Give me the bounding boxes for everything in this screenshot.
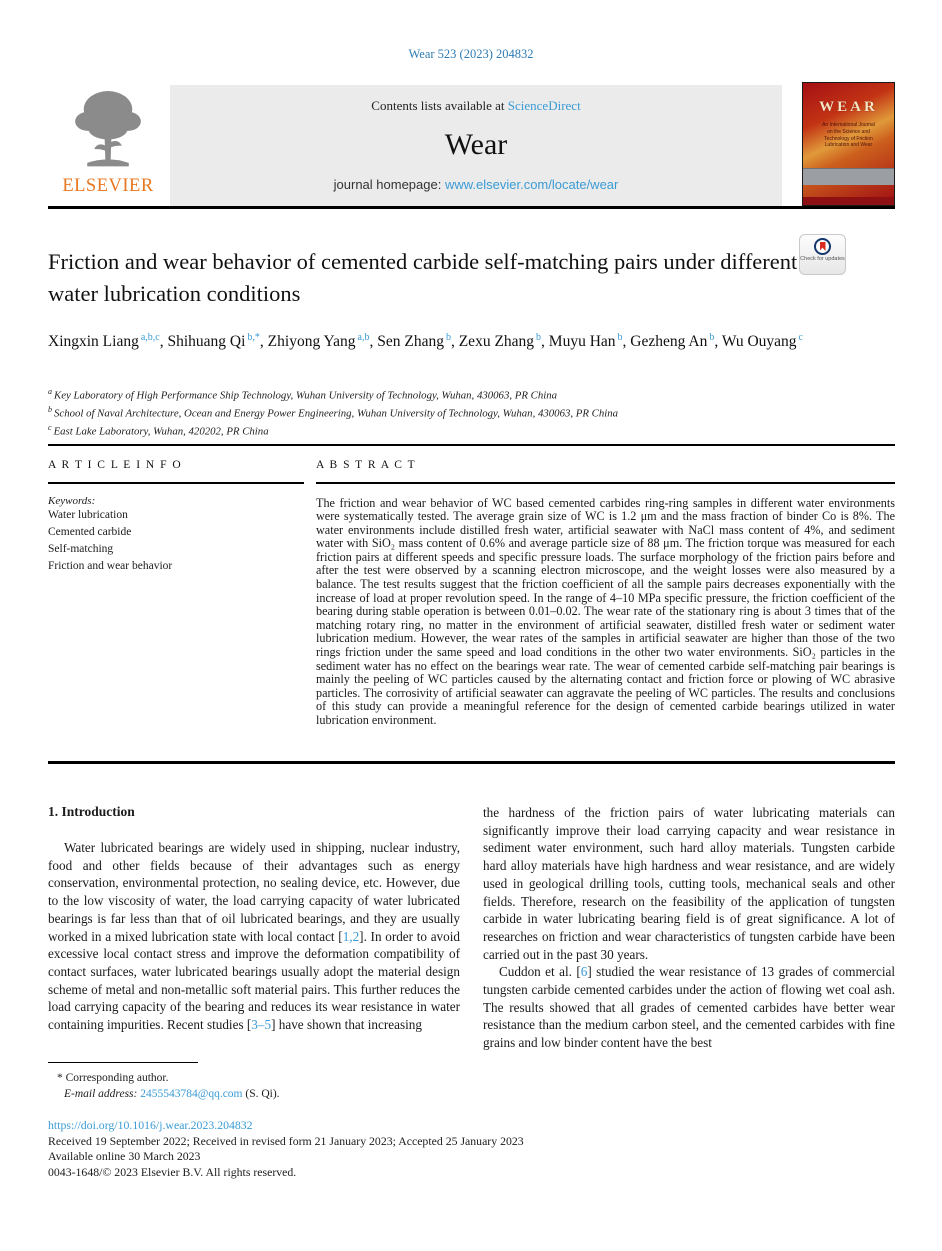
- elsevier-logo[interactable]: [50, 85, 166, 206]
- intro-column-right: [483, 804, 895, 1052]
- abstract-text: The friction and wear behavior of WC based cemented carbides ring-ring samples in different water environments were systematically tested. The average grain size of WC is 1.2 μm and the mass fraction of binder Co is 8%. The water environments include distilled fresh water, artificial seawater with NaCl mass content of 4%, and sediment water with SiO₂ mass content of 0.6% and average particle size of 88 μm. The friction torque was measured for each friction pairs at different speeds and specific pressure loads. The surface morphology of the friction pairs before and after the test were observed by a scanning electron microscope, and the weight losses were also measured by a balance. The test results suggest that the friction coefficient of all the sample pairs decreases exponentially with the increase of load at proper revolution speed. In the range of 4–10 MPa specific pressure, the friction coefficient of the bearing during stable operation is between 0.01–0.02. The wear rate of the stationary ring is about 3 times that of the matching rotary ring, no matter in the environment of artificial seawater, distilled fresh water or sediment water lubrication medium. However, the wear rates of the samples in artificial seawater are higher than those of the two rings friction under the same speed and load conditions in the other two water environments. SiO₂ particles in the sediment water has no effect on the bearings wear rate. The wear of cemented carbide self-matching pair bearings is mainly the peeling of WC particles caused by the alternating contact and friction force or plowing of WC abrasive particles. The corrosivity of artificial seawater can aggravate the peeling of WC particles. The results and conclusions of this study can provide a meaningful reference for the design of cemented carbide bearings utilized in water lubrication environment.: [316, 495, 895, 727]
- info-block-top-divider: [48, 444, 895, 446]
- citation-link[interactable]: 3–5: [251, 1017, 272, 1033]
- footnote-divider: [48, 1062, 198, 1063]
- elsevier-wordmark: ELSEVIER: [62, 176, 154, 196]
- author-affiliation-sup[interactable]: b: [445, 332, 451, 343]
- cover-bottom-band: [803, 197, 894, 205]
- author-name[interactable]: Sen Zhang: [377, 333, 444, 351]
- cover-gray-band: [803, 168, 894, 185]
- author-name[interactable]: Zexu Zhang: [458, 333, 535, 351]
- intro-text: ] studied the wear resistance of 13 grades of commercial tungsten carbide cemented carbides under the action of flowing wet coal ash. The results showed that all grades of cemented carbides have better wear resistance than the medium carbon steel, and the cemented carbides with fine grains and low binder content have the best: [483, 964, 895, 1051]
- author: [48, 333, 167, 350]
- corresponding-author-note: * Corresponding author.: [57, 1072, 169, 1084]
- homepage-line: [170, 177, 782, 192]
- journal-homepage-link[interactable]: www.elsevier.com/locate/wear: [444, 177, 619, 192]
- author-separator: ,: [541, 333, 549, 351]
- contents-prefix: Contents lists available at: [371, 98, 508, 113]
- author: [722, 333, 803, 350]
- author: [268, 333, 378, 350]
- crossmark-icon: [814, 238, 831, 255]
- affiliation-sup: a: [48, 387, 52, 396]
- citation-link[interactable]: 1,2: [342, 928, 360, 944]
- author-affiliation-sup[interactable]: c: [798, 332, 803, 343]
- author-name[interactable]: Wu Ouyang: [721, 333, 797, 351]
- author: [377, 333, 458, 350]
- cover-subtitle: An International Journal on the Science and Technology of Friction Lubrication and Wear: [822, 122, 875, 149]
- contents-line: [170, 98, 782, 114]
- article-info-section: [48, 459, 304, 576]
- keyword: Self-matching: [48, 543, 114, 555]
- intro-text: ] have shown that increasing: [271, 1017, 422, 1033]
- intro-text: Cuddon et al. [: [499, 964, 581, 980]
- article-info-heading: A R T I C L E I N F O: [48, 459, 183, 471]
- email-label: E-mail address:: [64, 1088, 141, 1100]
- author-separator: ,: [159, 333, 168, 351]
- author-name[interactable]: Gezheng An: [630, 333, 708, 351]
- author-affiliation-sup[interactable]: b: [536, 332, 542, 343]
- masthead: [48, 85, 895, 206]
- author-name[interactable]: Shihuang Qi: [167, 333, 246, 351]
- author: [549, 333, 630, 350]
- homepage-prefix: journal homepage:: [333, 177, 445, 192]
- sciencedirect-link[interactable]: ScienceDirect: [507, 98, 581, 113]
- author-list: [48, 330, 838, 354]
- keyword: Friction and wear behavior: [48, 560, 173, 573]
- author-separator: ,: [259, 333, 268, 351]
- check-for-updates-label: Check for updates: [800, 256, 845, 262]
- affiliation-text: Key Laboratory of High Performance Ship Technology, Wuhan University of Technology, Wuhan, 430063, PR China: [54, 389, 558, 402]
- journal-title: Wear: [444, 128, 508, 161]
- author-name[interactable]: Xingxin Liang: [48, 333, 139, 351]
- author: [459, 333, 549, 350]
- author-affiliation-sup[interactable]: b,*: [247, 332, 260, 343]
- elsevier-tree-icon: [64, 85, 152, 175]
- intro-text: Water lubricated bearings are widely used in shipping, nuclear industry, food and other fields because of their advantages such as energy conservation, environmental protection, no sealing device, etc. However, due to the low viscosity of water, the load carrying capacity of water lubricated bearings is far less than that of oil lubricated bearings, and they are usually worked in a mixed lubrication state with local contact [: [48, 840, 460, 944]
- info-block-bottom-divider: [48, 761, 895, 764]
- article-title: Friction and wear behavior of cemented carbide self-matching pairs under different water lubrication conditions: [48, 249, 798, 306]
- email-line: [64, 1088, 280, 1100]
- affiliation-text: School of Naval Architecture, Ocean and Energy Power Engineering, Wuhan University of Technology, Wuhan, 430063, PR China: [54, 407, 619, 420]
- author-name[interactable]: Muyu Han: [548, 333, 616, 351]
- keywords-label: Keywords:: [48, 494, 96, 507]
- author-separator: ,: [622, 333, 631, 351]
- journal-citation[interactable]: Wear 523 (2023) 204832: [408, 47, 534, 61]
- affiliation: [48, 404, 848, 422]
- author: [167, 333, 267, 350]
- author-separator: ,: [450, 333, 459, 351]
- affiliation: [48, 422, 848, 440]
- author-affiliation-sup[interactable]: a,b: [357, 332, 370, 343]
- issn-copyright: 0043-1648/© 2023 Elsevier B.V. All rights reserved.: [48, 1164, 297, 1179]
- cover-title: WEAR: [819, 99, 878, 115]
- affiliation: [48, 386, 848, 404]
- section-heading-introduction: 1. Introduction: [48, 804, 135, 819]
- keyword: Cemented carbide: [48, 525, 132, 538]
- available-online: Available online 30 March 2023: [48, 1149, 201, 1163]
- journal-banner: [170, 85, 782, 206]
- abstract-section: [316, 459, 895, 728]
- journal-cover-thumbnail[interactable]: [802, 82, 895, 206]
- email-link[interactable]: 2455543784@qq.com: [140, 1088, 243, 1100]
- article-footer: [48, 1118, 895, 1180]
- affiliation-sup: b: [48, 404, 52, 414]
- author-affiliation-sup[interactable]: b: [709, 332, 715, 343]
- affiliation-sup: c: [48, 422, 52, 432]
- check-for-updates-badge[interactable]: [799, 234, 846, 275]
- author-separator: ,: [369, 333, 378, 351]
- intro-text: the hardness of the friction pairs of water lubricating materials can significantly improve their load carrying capacity and wear resistance in sediment water environment, such hard alloy materials. Tungsten carbide hard alloy materials have high hardness and wear resistance, and are widely used in geological drilling tools, cutting tools, mechanical seals and other fields. Therefore, research on the feasibility of the application of tungsten carbide in water lubricating bearing field is of great significance. A lot of researches on friction and wear characteristics of tungsten carbide have been carried out in the past 30 years.: [483, 805, 895, 962]
- masthead-divider: [48, 206, 895, 209]
- affiliation-text: East Lake Laboratory, Wuhan, 420202, PR China: [53, 425, 269, 438]
- received-dates: Received 19 September 2022; Received in revised form 21 January 2023; Accepted 25 January 2023: [48, 1133, 524, 1148]
- affiliations: [48, 386, 848, 439]
- abstract-rule: [316, 482, 895, 484]
- author-separator: ,: [714, 333, 722, 351]
- author: [630, 333, 722, 350]
- intro-text: ]. In order to avoid excessive local contact stress and improve the deformation compatibility of contact surfaces, water lubricated bearings usually adopt the material design scheme of metal and non-metallic soft material pairs. This further reduces the load carrying capacity of the bearing and reduces its wear resistance in water containing impurities. Recent studies [: [48, 928, 460, 1033]
- keyword: Water lubrication: [48, 508, 128, 521]
- intro-paragraph: [483, 963, 895, 1052]
- author-name[interactable]: Zhiyong Yang: [267, 333, 356, 351]
- abstract-heading: A B S T R A C T: [316, 459, 417, 471]
- citation-link[interactable]: 6: [580, 964, 588, 980]
- bookmark-icon: [820, 242, 826, 251]
- doi-link[interactable]: https://doi.org/10.1016/j.wear.2023.204832: [48, 1118, 253, 1132]
- intro-column-left: [48, 839, 460, 1034]
- email-suffix: (S. Qi).: [242, 1088, 280, 1100]
- article-info-rule: [48, 482, 304, 484]
- author-affiliation-sup[interactable]: b: [617, 332, 623, 343]
- author-affiliation-sup[interactable]: a,b,c: [140, 332, 160, 343]
